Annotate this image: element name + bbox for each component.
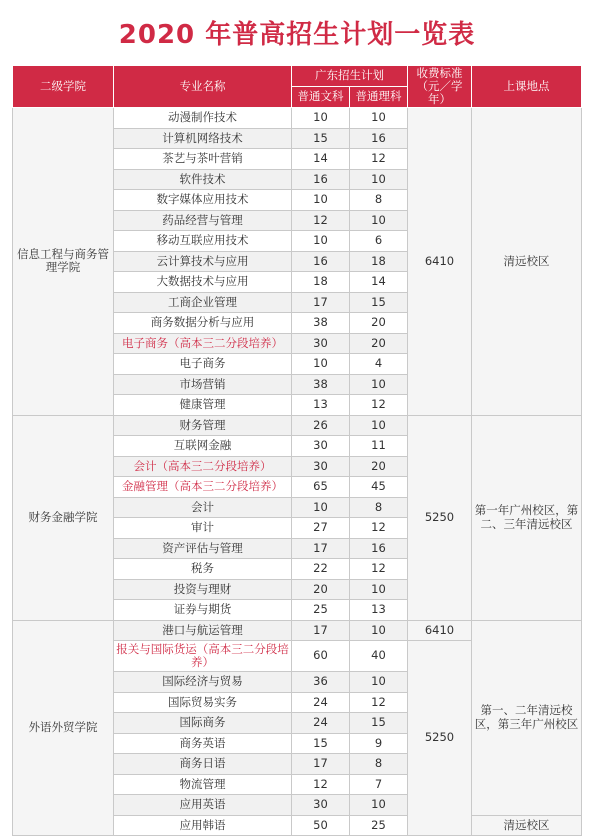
major-name-cell: 投资与理财 [114,579,292,600]
arts-quota-cell: 38 [292,374,350,395]
arts-quota-cell: 14 [292,149,350,170]
header-science: 普通理科 [350,87,408,108]
arts-quota-cell: 10 [292,231,350,252]
table-row [13,620,582,641]
arts-quota-cell: 10 [292,108,350,129]
major-name-cell: 数字媒体应用技术 [114,190,292,211]
arts-quota-cell: 10 [292,354,350,375]
major-name-cell: 市场营销 [114,374,292,395]
enrollment-plan-table [12,65,582,836]
major-name-cell: 大数据技术与应用 [114,272,292,293]
header-location: 上课地点 [472,66,582,108]
major-name-cell: 商务日语 [114,754,292,775]
science-quota-cell: 10 [350,620,408,641]
major-name-cell: 动漫制作技术 [114,108,292,129]
arts-quota-cell: 38 [292,313,350,334]
arts-quota-cell: 12 [292,774,350,795]
major-name-cell: 审计 [114,518,292,539]
science-quota-cell: 12 [350,149,408,170]
major-name-cell: 金融管理（高本三二分段培养） [114,477,292,498]
science-quota-cell: 8 [350,497,408,518]
arts-quota-cell: 30 [292,456,350,477]
major-name-cell: 应用韩语 [114,815,292,836]
arts-quota-cell: 17 [292,292,350,313]
college-cell: 外语外贸学院 [13,620,114,836]
arts-quota-cell: 10 [292,497,350,518]
major-name-cell: 报关与国际货运（高本三二分段培养） [114,641,292,672]
science-quota-cell: 12 [350,518,408,539]
major-name-cell: 港口与航运管理 [114,620,292,641]
arts-quota-cell: 20 [292,579,350,600]
science-quota-cell: 18 [350,251,408,272]
fee-cell: 5250 [408,415,472,620]
science-quota-cell: 20 [350,456,408,477]
major-name-cell: 互联网金融 [114,436,292,457]
arts-quota-cell: 50 [292,815,350,836]
arts-quota-cell: 36 [292,672,350,693]
major-name-cell: 国际贸易实务 [114,692,292,713]
science-quota-cell: 14 [350,272,408,293]
science-quota-cell: 10 [350,795,408,816]
major-name-cell: 会计（高本三二分段培养） [114,456,292,477]
arts-quota-cell: 18 [292,272,350,293]
college-cell: 信息工程与商务管理学院 [13,108,114,416]
fee-cell: 5250 [408,641,472,836]
science-quota-cell: 8 [350,190,408,211]
major-name-cell: 物流管理 [114,774,292,795]
major-name-cell: 会计 [114,497,292,518]
arts-quota-cell: 17 [292,620,350,641]
science-quota-cell: 40 [350,641,408,672]
science-quota-cell: 12 [350,395,408,416]
major-name-cell: 电子商务 [114,354,292,375]
science-quota-cell: 6 [350,231,408,252]
major-name-cell: 证券与期货 [114,600,292,621]
science-quota-cell: 7 [350,774,408,795]
arts-quota-cell: 26 [292,415,350,436]
arts-quota-cell: 16 [292,251,350,272]
science-quota-cell: 13 [350,600,408,621]
major-name-cell: 资产评估与管理 [114,538,292,559]
major-name-cell: 软件技术 [114,169,292,190]
table-body [13,108,582,836]
arts-quota-cell: 13 [292,395,350,416]
science-quota-cell: 10 [350,210,408,231]
location-cell: 清远校区 [472,815,582,836]
science-quota-cell: 12 [350,692,408,713]
arts-quota-cell: 10 [292,190,350,211]
header-arts: 普通文科 [292,87,350,108]
arts-quota-cell: 17 [292,754,350,775]
arts-quota-cell: 15 [292,733,350,754]
science-quota-cell: 20 [350,333,408,354]
science-quota-cell: 16 [350,538,408,559]
science-quota-cell: 10 [350,374,408,395]
arts-quota-cell: 27 [292,518,350,539]
major-name-cell: 应用英语 [114,795,292,816]
arts-quota-cell: 30 [292,436,350,457]
location-cell: 清远校区 [472,108,582,416]
major-name-cell: 国际商务 [114,713,292,734]
fee-cell: 6410 [408,108,472,416]
science-quota-cell: 10 [350,169,408,190]
major-name-cell: 移动互联应用技术 [114,231,292,252]
header-fee: 收费标准（元／学年） [408,66,472,108]
header-college: 二级学院 [13,66,114,108]
major-name-cell: 健康管理 [114,395,292,416]
major-name-cell: 国际经济与贸易 [114,672,292,693]
fee-cell: 6410 [408,620,472,641]
major-name-cell: 商务英语 [114,733,292,754]
arts-quota-cell: 25 [292,600,350,621]
major-name-cell: 茶艺与茶叶营销 [114,149,292,170]
major-name-cell: 财务管理 [114,415,292,436]
location-cell: 第一、二年清远校区，第三年广州校区 [472,620,582,815]
page-title: 2020 年普高招生计划一览表 [118,20,476,50]
science-quota-cell: 11 [350,436,408,457]
major-name-cell: 税务 [114,559,292,580]
science-quota-cell: 12 [350,559,408,580]
arts-quota-cell: 17 [292,538,350,559]
science-quota-cell: 15 [350,713,408,734]
science-quota-cell: 9 [350,733,408,754]
arts-quota-cell: 24 [292,713,350,734]
header-plan: 广东招生计划 [292,66,408,87]
major-name-cell: 电子商务（高本三二分段培养） [114,333,292,354]
science-quota-cell: 20 [350,313,408,334]
major-name-cell: 商务数据分析与应用 [114,313,292,334]
science-quota-cell: 10 [350,415,408,436]
arts-quota-cell: 30 [292,795,350,816]
arts-quota-cell: 12 [292,210,350,231]
table-row [13,415,582,436]
header-major: 专业名称 [114,66,292,108]
arts-quota-cell: 16 [292,169,350,190]
arts-quota-cell: 24 [292,692,350,713]
science-quota-cell: 25 [350,815,408,836]
science-quota-cell: 4 [350,354,408,375]
science-quota-cell: 10 [350,108,408,129]
science-quota-cell: 8 [350,754,408,775]
science-quota-cell: 10 [350,672,408,693]
location-cell: 第一年广州校区，第二、三年清远校区 [472,415,582,620]
major-name-cell: 云计算技术与应用 [114,251,292,272]
science-quota-cell: 45 [350,477,408,498]
arts-quota-cell: 15 [292,128,350,149]
arts-quota-cell: 60 [292,641,350,672]
science-quota-cell: 10 [350,579,408,600]
major-name-cell: 工商企业管理 [114,292,292,313]
major-name-cell: 计算机网络技术 [114,128,292,149]
science-quota-cell: 16 [350,128,408,149]
table-row [13,108,582,129]
college-cell: 财务金融学院 [13,415,114,620]
major-name-cell: 药品经营与管理 [114,210,292,231]
arts-quota-cell: 65 [292,477,350,498]
arts-quota-cell: 22 [292,559,350,580]
science-quota-cell: 15 [350,292,408,313]
arts-quota-cell: 30 [292,333,350,354]
